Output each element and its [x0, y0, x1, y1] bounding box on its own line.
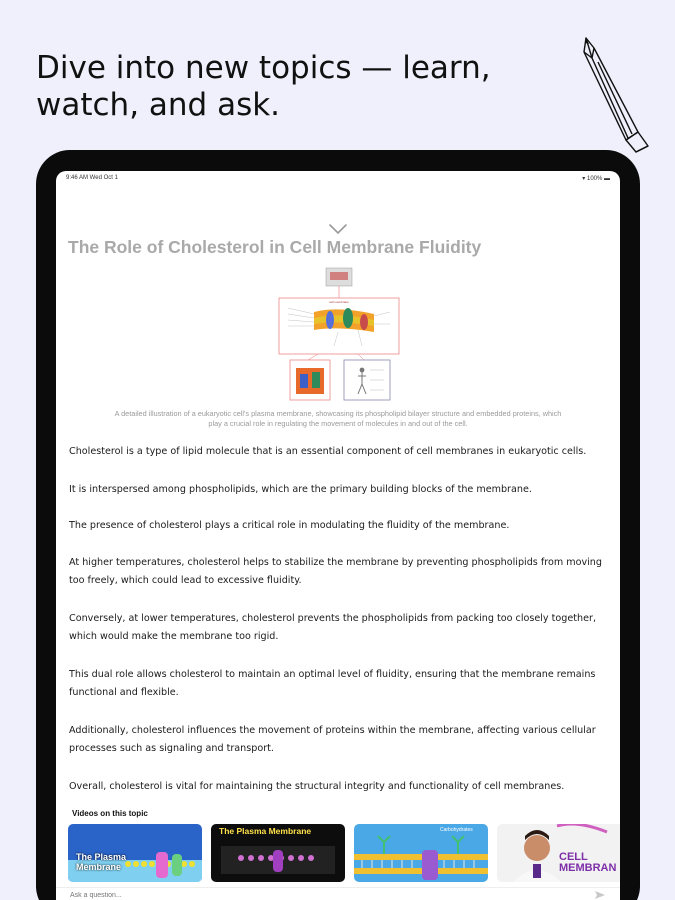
video-title [559, 852, 616, 874]
ask-bar [56, 887, 620, 900]
article-paragraph: At higher temperatures, cholesterol helps to stabilize the membrane by preventing phospholipids from moving too freely, which could lead to excessive fluidity. [69, 557, 602, 586]
promo-headline-line1: Dive into new topics — learn, [36, 50, 491, 86]
pencil-icon [570, 30, 660, 160]
caption-line1: A detailed illustration of a eukaryotic cell's plasma membrane, showcasing its phospholipid bilayer structure and embedded proteins, which [114, 409, 562, 418]
video-title-line1: The Plasma [76, 852, 127, 862]
video-thumbnail[interactable] [211, 824, 345, 882]
status-bar [56, 171, 620, 185]
chevron-down-icon[interactable] [328, 223, 348, 235]
article-title: The Role of Cholesterol in Cell Membrane Fluidity [68, 237, 482, 257]
video-title-line1: CELL [559, 851, 588, 863]
article-paragraph: It is interspersed among phospholipids, which are the primary building blocks of the membrane. [69, 484, 532, 495]
video-thumbnail[interactable] [497, 824, 620, 882]
article-paragraph: Additionally, cholesterol influences the movement of proteins within the membrane, affecting various cellular processes such as signaling and transport. [69, 725, 596, 754]
video-title: Carbohydrates [440, 827, 473, 833]
caption-line2: play a crucial role in regulating the movement of molecules in and out of the cell. [208, 419, 468, 428]
tablet-screen [56, 171, 620, 900]
video-title-line2: Membrane [76, 862, 122, 872]
article-paragraph: The presence of cholesterol plays a critical role in modulating the fluidity of the membrane. [69, 520, 510, 531]
video-title: The Plasma Membrane [219, 826, 312, 836]
membrane-illustration[interactable] [278, 266, 400, 406]
video-title [76, 852, 126, 872]
article-paragraph: This dual role allows cholesterol to maintain an optimal level of fluidity, ensuring that the membrane remains functional and flexible. [69, 669, 596, 698]
status-battery: ▾ 100% ▬ [582, 176, 610, 182]
promo-headline-line2: watch, and ask. [36, 87, 281, 123]
ask-question-input[interactable] [70, 892, 470, 899]
send-icon[interactable] [594, 890, 606, 900]
video-thumbnail[interactable] [68, 824, 202, 882]
videos-section-label: Videos on this topic [72, 809, 148, 818]
promo-headline [36, 50, 556, 124]
article-paragraph: Cholesterol is a type of lipid molecule that is an essential component of cell membranes in eukaryotic cells. [69, 446, 587, 457]
article-paragraph: Overall, cholesterol is vital for maintaining the structural integrity and functionality of cell membranes. [69, 781, 565, 792]
video-thumbnail[interactable] [354, 824, 488, 882]
svg-text:cell membrane: cell membrane [329, 300, 349, 304]
image-caption [68, 409, 608, 429]
status-time: 9:46 AM Wed Oct 1 [66, 175, 118, 181]
article-paragraph: Conversely, at lower temperatures, cholesterol prevents the phospholipids from packing too closely together, which would make the membrane too rigid. [69, 613, 597, 642]
video-title-line2: MEMBRAN [559, 862, 617, 874]
